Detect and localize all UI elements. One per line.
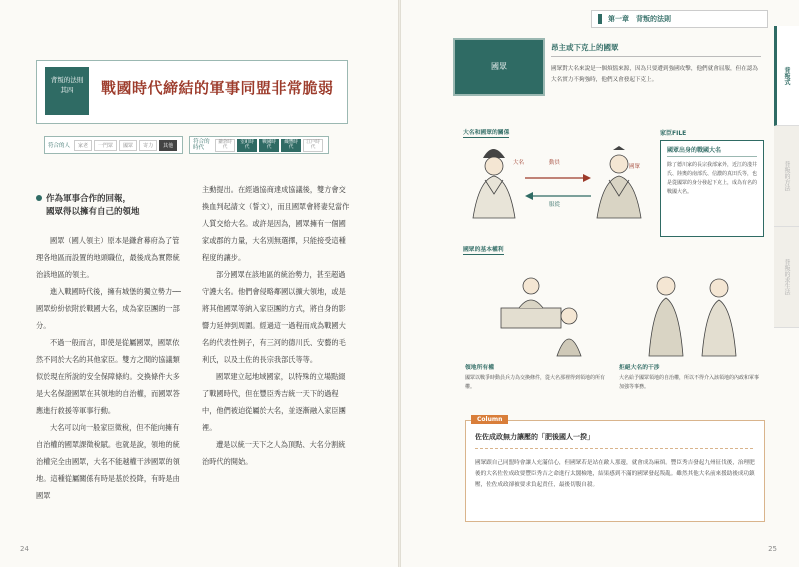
paragraph: 部分國眾在該地區的統治勢力，甚至超過守護大名。他們會侵略鄰國以擴大領地，或是將其他國眾等納入家臣團的方式，將自身的影響力延伸到周圍。經過這一過程而成為戰國大名的代表性例子，有三河的德川氏、安藝的毛利氏，以及土佐的長宗我部氏等等。 <box>202 270 346 364</box>
land-ownership-figure <box>501 278 581 356</box>
text-column-2 <box>202 181 350 470</box>
caption-title: 拒絕大名的干涉 <box>619 365 660 371</box>
daimyo-figure <box>473 149 515 218</box>
cat-label: 符合的人 <box>48 143 71 149</box>
chapter-header <box>591 10 768 28</box>
side-tab: 背叛的方法 <box>774 126 799 227</box>
section-heading <box>36 193 140 219</box>
column-title: 佐佐成政無力讓壓的「肥後國人一揆」 <box>475 433 594 441</box>
era-item: 江戶時代 <box>303 139 323 152</box>
caption-title: 領地所有權 <box>465 365 494 371</box>
column-tag: Column <box>471 415 508 424</box>
heading-line: 國眾得以擁有自己的領地 <box>46 207 140 217</box>
page-number: 25 <box>768 545 777 553</box>
cat-item: 寄力 <box>139 140 157 151</box>
paragraph: 大名可以向一般家臣徵稅，但不能向擁有自治權的國眾課徵稅賦。也就是說，領地的統治權完全由國眾，大名不能越權干涉國眾的領地。這種從屬關係有時是基於投降，有時是由國眾 <box>36 423 180 500</box>
daimyo-label: 大名 <box>513 160 525 166</box>
left-page <box>0 0 398 567</box>
era-item: 鎌倉時代 <box>215 139 235 152</box>
era-item-active: 室町時代 <box>237 139 257 152</box>
cat-item: 一門眾 <box>94 140 117 151</box>
side-tab-active: 背叛式 <box>774 26 799 126</box>
era-item-active: 織豐時代 <box>281 139 301 152</box>
column-text: 國眾跟自己同盟時會讓人充滿信心，但國眾若是站在敵人那邊，就會成為麻煩。豐臣秀吉發起九州征伐後，治理肥後的大名佐佐成政要豐臣秀吉之命進行太閣檢地，結果感到不滿的國眾發起叛亂。雖然其他大名前來援助後成功鎮壓，佐佐成政卻被要求負起責任，最後切腹自殺。 <box>475 460 755 488</box>
relation-illustration <box>463 138 653 228</box>
article-title-box <box>36 60 348 124</box>
file-text: 除了德川家的長宗我部家外，近江的淺井氏、陸奧的南部氏、信濃的真田氏等，也是從國眾的身分發起下克上，成為有名的戰國大名。 <box>667 162 758 195</box>
cat-item: 國眾 <box>119 140 137 151</box>
cat-label: 符合的時代 <box>193 139 210 151</box>
category-bar <box>44 136 335 154</box>
text-column-1 <box>36 232 186 504</box>
side-index-tabs <box>774 26 799 328</box>
cat-item: 家老 <box>74 140 92 151</box>
term-box: 國眾 <box>453 38 545 96</box>
paragraph: 國眾（國人領主）原本是鎌倉幕府為了管理各地區而設置的地頭職位，最後成為實際統治該地區的領主。 <box>36 236 180 279</box>
arrow-label-mobilize: 動員 <box>549 160 561 166</box>
vassal-file-box <box>660 140 764 237</box>
caption-text: 國眾以戰爭時動員兵力為交換條件，從大名那裡得到領地的所有權。 <box>465 375 606 390</box>
term-title: 昂主或下克上的國眾 <box>551 43 619 52</box>
paragraph: 國眾建立起地域國家，以特殊的立場點綴了戰國時代，但在豐臣秀吉統一天下的過程中，他們被迫從屬於大名，並逐漸融入家臣團裡。 <box>202 372 346 432</box>
rights-title: 國眾的基本權利 <box>463 244 504 255</box>
article-title: 戰國時代締結的軍事同盟非常脆弱 <box>101 79 334 97</box>
rights-illustration <box>491 258 761 358</box>
kokushu-figure <box>597 146 641 218</box>
applicable-people <box>44 136 183 154</box>
side-tab: 背叛的求生法 <box>774 227 799 328</box>
badge-line: 其四 <box>60 86 74 94</box>
relation-title: 大名和國眾的關係 <box>463 127 509 138</box>
cat-item-active: 其他 <box>159 140 177 151</box>
era-item-active: 戰國時代 <box>259 139 279 152</box>
divider <box>551 56 761 57</box>
page-number: 24 <box>20 545 29 553</box>
kokushu-label: 國眾 <box>629 164 641 170</box>
caption-text: 大名給予國眾領地的自治權，所以不得介入該領地的內政和軍事加強等事務。 <box>619 375 760 390</box>
divider <box>475 448 753 449</box>
badge-line: 背叛的法則 <box>50 76 84 84</box>
paragraph: 主動提出。在經過協商達成協議後，雙方會交換血判起請文（誓文），而且國眾會將妻兒當作人質交給大名。或許是因為，國眾擁有一個國家或郡的力量，大名別無選擇，只能接受這種程度的讓步。 <box>202 185 350 262</box>
right-page <box>401 0 799 567</box>
paragraph: 遭是以統一天下之人為頂點、大名分割統治時代的開始。 <box>202 440 346 466</box>
paragraph: 不過一般而言，即使是從屬國眾，國眾依然不同於大名的其他家臣。雙方之間的協議類似於現在所說的安全保障條約。交換條件大多是大名保證國眾在其領地的自治權，而國眾答應進行救援等軍事行動。 <box>36 338 180 415</box>
bullet-icon <box>36 195 42 201</box>
term-description: 國眾對大名來說是一個煩惱來源，因為只要遭到強國攻擊，他們就會屈服，但在認為大名實力不夠強時，他們又會發起下克上。 <box>551 66 758 83</box>
file-title: 國眾出身的戰國大名 <box>667 145 757 157</box>
applicable-era <box>189 136 329 154</box>
chapter-mark <box>598 14 602 24</box>
chapter-title: 第一章 背叛的法則 <box>608 15 671 23</box>
section-badge <box>45 67 89 115</box>
file-header: 家臣FILE <box>660 130 687 137</box>
paragraph: 進入戰國時代後，擁有城堡的獨立勢力──國眾紛紛依附於戰國大名，成為家臣團的一部分。 <box>36 287 181 330</box>
heading-line: 作為軍事合作的回報， <box>46 194 132 204</box>
arrow-label-obey: 服從 <box>549 202 561 208</box>
refuse-interference-figure <box>649 277 736 356</box>
